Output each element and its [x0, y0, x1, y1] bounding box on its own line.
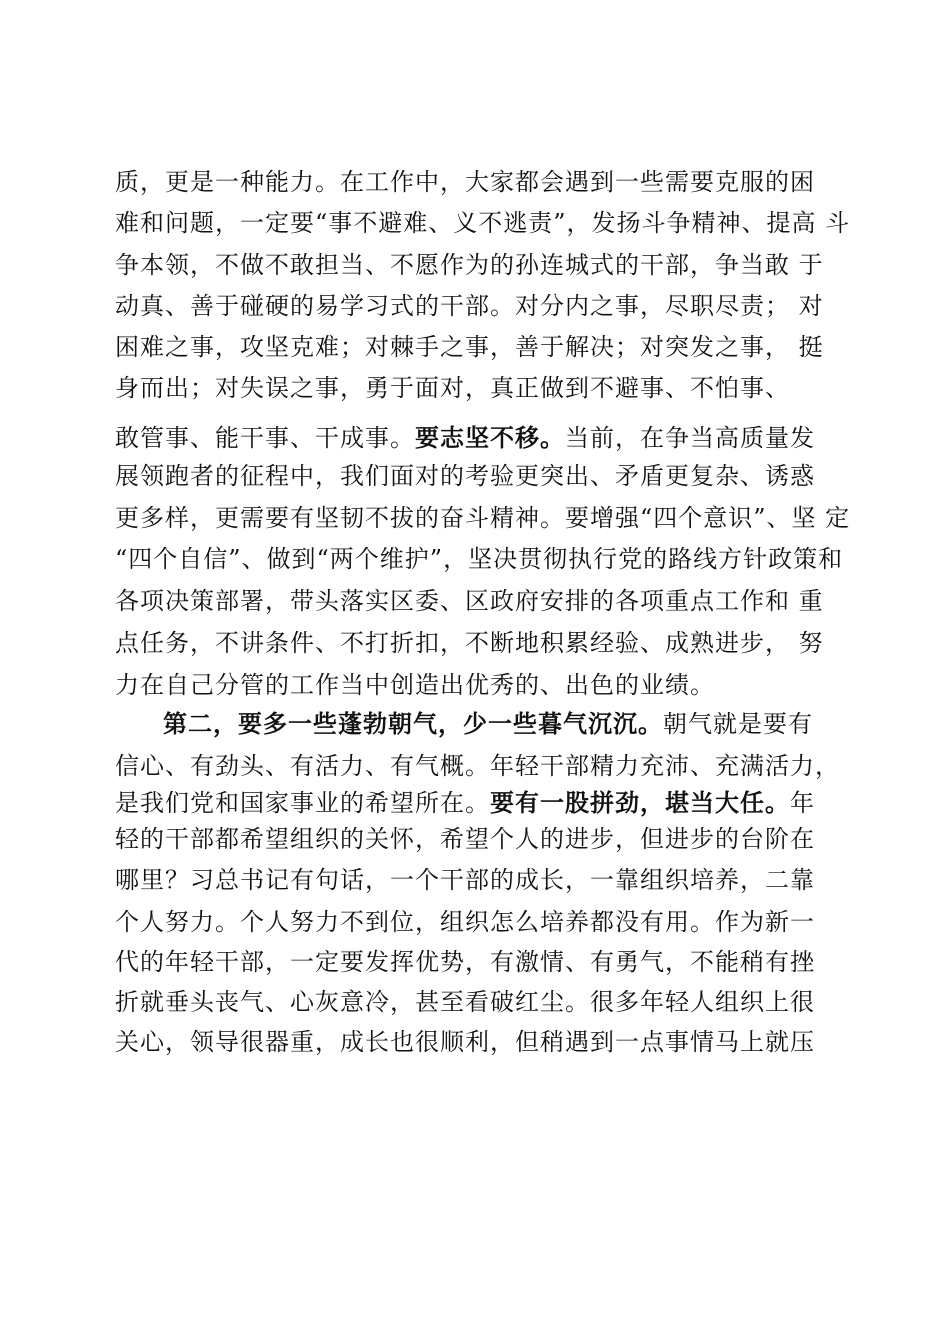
text-line	[115, 1026, 815, 1058]
text-line	[115, 669, 715, 701]
text-run: 个人努力。个人努力不到位，组织怎么培养都没有用。作为新一	[115, 908, 815, 936]
text-line	[115, 502, 850, 534]
section-heading: 第二，要多一些蓬勃朝气，少一些暮气沉沉。	[163, 710, 663, 738]
text-line	[115, 585, 824, 617]
text-run: 朝气就是要有	[663, 710, 813, 738]
text-line	[115, 249, 824, 281]
text-line	[115, 986, 815, 1018]
text-run: 身而出；对失误之事，勇于面对，真正做到不避事、不怕事、	[115, 374, 790, 402]
text-line	[115, 864, 815, 896]
text-line	[115, 372, 790, 404]
text-line	[115, 166, 815, 198]
text-run: 更多样，更需要有坚韧不拔的奋斗精神。要增强“四个意识”、坚 定	[115, 504, 851, 532]
text-line	[115, 290, 824, 322]
text-line	[163, 708, 813, 740]
text-run: 年	[790, 789, 815, 817]
text-run: 困难之事，攻坚克难；对棘手之事，善于解决；对突发之事， 挺	[115, 333, 824, 361]
text-line	[115, 750, 840, 782]
text-run: “四个自信”、做到“两个维护”，坚决贯彻执行党的路线方针政策和	[115, 545, 844, 573]
text-run: 轻的干部都希望组织的关怀，希望个人的进步，但进步的台阶在	[115, 825, 815, 853]
text-run: 各项决策部署，带头落实区委、区政府安排的各项重点工作和 重	[115, 587, 824, 615]
text-line	[115, 460, 815, 492]
emphasis-heading: 要志坚不移。	[415, 424, 565, 452]
emphasis-heading: 要有一股拼劲，堪当大任。	[490, 789, 790, 817]
text-run: 当前，在争当高质量发	[565, 424, 815, 452]
text-run: 关心，领导很器重，成长也很顺利，但稍遇到一点事情马上就压	[115, 1028, 815, 1056]
text-run: 折就垂头丧气、心灰意冷，甚至看破红尘。很多年轻人组织上很	[115, 988, 815, 1016]
text-line	[115, 906, 815, 938]
text-run: 是我们党和国家事业的希望所在。	[115, 789, 490, 817]
text-line	[115, 331, 824, 363]
text-run: 信心、有劲头、有活力、有气概。年轻干部精力充沛、充满活力，	[115, 752, 840, 780]
text-run: 展领跑者的征程中，我们面对的考验更突出、矛盾更复杂、诱惑	[115, 462, 815, 490]
text-line	[115, 627, 824, 659]
text-run: 点任务，不讲条件、不打折扣，不断地积累经验、成熟进步， 努	[115, 629, 824, 657]
text-line	[115, 823, 815, 855]
text-line	[115, 422, 815, 454]
text-run: 争本领，不做不敢担当、不愿作为的孙连城式的干部，争当敢 于	[115, 251, 824, 279]
text-run: 质，更是一种能力。在工作中，大家都会遇到一些需要克服的困	[115, 168, 815, 196]
text-run: 代的年轻干部，一定要发挥优势，有激情、有勇气，不能稍有挫	[115, 948, 815, 976]
text-run: 敢管事、能干事、干成事。	[115, 424, 415, 452]
text-run: 动真、善于碰硬的易学习式的干部。对分内之事，尽职尽责； 对	[115, 292, 824, 320]
text-line	[115, 543, 843, 575]
text-line	[115, 787, 815, 819]
text-run: 力在自己分管的工作当中创造出优秀的、出色的业绩。	[115, 671, 715, 699]
text-run: 哪里？习总书记有句话，一个干部的成长，一靠组织培养，二靠	[115, 866, 815, 894]
text-run: 难和问题，一定要“事不避难、义不逃责”，发扬斗争精神、提高 斗	[115, 209, 851, 237]
text-line	[115, 946, 815, 978]
text-line	[115, 207, 850, 239]
